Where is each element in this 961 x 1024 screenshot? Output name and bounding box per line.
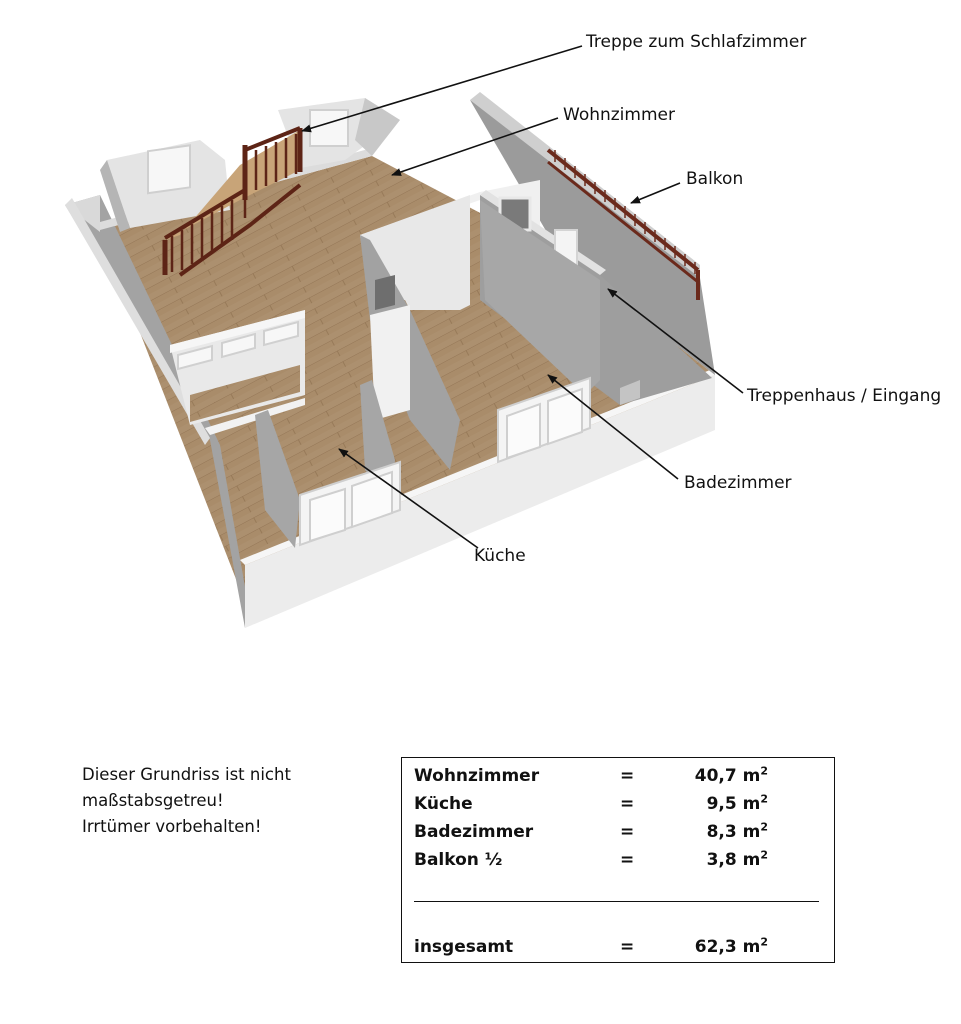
label-kitchen: Küche [474,546,526,566]
area-name: Küche [414,794,473,814]
total-equals: = [620,937,635,957]
area-equals: = [620,822,635,842]
disclaimer-line: maßstabsgetreu! [82,791,224,810]
label-hallway: Treppenhaus / Eingang [747,386,942,406]
area-value: 9,5 $m^2$ [706,792,768,814]
disclaimer-line: Dieser Grundriss ist nicht [82,765,291,784]
arrow-stairs [302,46,582,131]
area-name: Badezimmer [414,822,534,842]
area-value: 8,3 $m^2$ [706,820,768,842]
area-equals: = [620,766,635,786]
label-living-room: Wohnzimmer [563,105,675,125]
disclaimer [82,762,291,840]
area-equals: = [620,794,635,814]
label-balcony: Balkon [686,169,744,189]
area-value: 40,7 $m^2$ [694,764,768,786]
label-stairs: Treppe zum Schlafzimmer [586,32,807,52]
label-bathroom: Badezimmer [684,473,792,493]
area-name: Wohnzimmer [414,766,540,786]
total-separator [414,901,819,902]
disclaimer-line: Irrtümer vorbehalten! [82,817,262,836]
total-name: insgesamt [414,937,514,957]
area-value: 3,8 $m^2$ [706,848,768,870]
arrow-balcony [631,183,680,203]
area-table [401,757,835,963]
area-equals: = [620,850,635,870]
total-value: 62,3 $m^2$ [694,935,768,957]
area-name: Balkon ½ [414,850,503,870]
